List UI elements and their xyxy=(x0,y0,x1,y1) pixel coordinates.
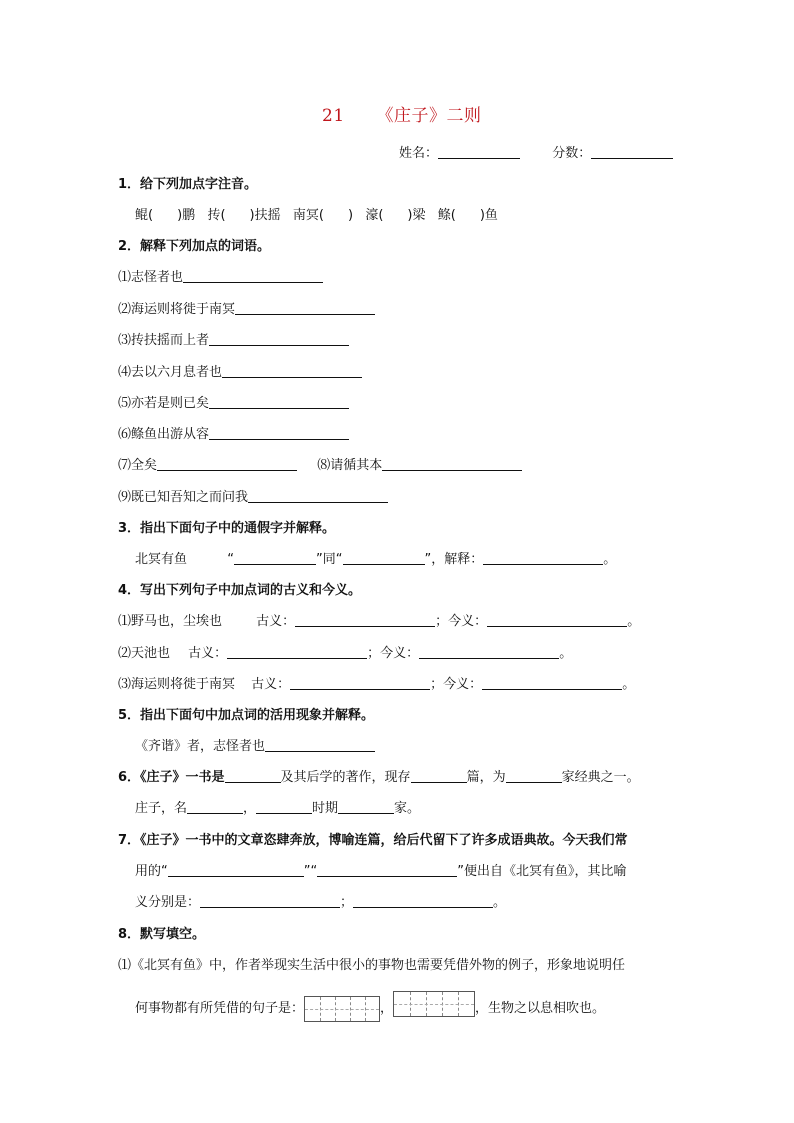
answer-blank[interactable] xyxy=(225,768,281,783)
answer-blank[interactable] xyxy=(343,550,425,565)
question-5-stem: 5．指出下面句中加点词的活用现象并解释。 xyxy=(118,708,375,723)
question-7-line-1 xyxy=(118,831,628,851)
answer-blank[interactable] xyxy=(168,862,304,877)
q4-item xyxy=(118,612,640,632)
gu-label: 古义： xyxy=(256,614,296,629)
item-text: ”便出自《北冥有鱼》，其比喻 xyxy=(457,864,627,879)
explain-label: ”，解释： xyxy=(424,552,484,567)
question-2-stem: 2．解释下列加点的词语。 xyxy=(118,239,271,254)
item-text: 家。 xyxy=(394,801,421,816)
answer-blank[interactable] xyxy=(317,862,457,877)
item-text: ⑴志怪者也 xyxy=(118,270,184,285)
answer-blank[interactable] xyxy=(209,331,349,346)
q4-item xyxy=(118,675,635,695)
title-number: 21 xyxy=(322,106,345,126)
question-7-line-3 xyxy=(135,893,506,913)
item-text: ⑶抟扶摇而上者 xyxy=(118,333,210,348)
writing-grid[interactable] xyxy=(393,991,475,1017)
answer-blank[interactable] xyxy=(200,893,340,908)
item-text: )梁 xyxy=(407,208,426,223)
answer-blank[interactable] xyxy=(265,737,375,752)
q5-line xyxy=(135,737,375,757)
answer-blank[interactable] xyxy=(248,488,388,503)
q2-item xyxy=(118,456,522,476)
q2-item xyxy=(118,425,349,445)
answer-blank[interactable] xyxy=(482,675,622,690)
item-text: ⑼既已知吾知之而问我 xyxy=(118,490,249,505)
q4-item xyxy=(118,644,572,664)
item-text: 及其后学的著作，现存 xyxy=(280,770,411,785)
item-text: 庄子，名 xyxy=(135,801,188,816)
item-text: ； xyxy=(340,895,354,910)
question-8-line-2 xyxy=(135,994,605,1024)
header-fields xyxy=(399,144,673,164)
quote-close: ”同“ xyxy=(316,552,343,567)
answer-blank[interactable] xyxy=(187,799,243,814)
question-3-stem: 3．指出下面句子中的通假字并解释。 xyxy=(118,521,336,536)
page-title xyxy=(322,106,481,126)
item-text: ⑹鲦鱼出游从容 xyxy=(118,427,210,442)
item-text: 何事物都有所凭借的句子是： xyxy=(135,1001,305,1016)
answer-blank[interactable] xyxy=(353,893,493,908)
q2-item xyxy=(118,300,375,320)
score-label: 分数： xyxy=(552,146,592,161)
answer-blank[interactable] xyxy=(157,456,297,471)
jin-label: ；今义： xyxy=(367,646,420,661)
jin-label: ；今义： xyxy=(430,677,483,692)
q2-item xyxy=(118,488,388,508)
answer-blank[interactable] xyxy=(290,675,430,690)
item-text: ，生物之以息相吹也。 xyxy=(475,1001,606,1016)
answer-blank[interactable] xyxy=(419,644,559,659)
item-text: 家经典之一。 xyxy=(561,770,640,785)
item-text: 抟( xyxy=(207,208,226,223)
answer-blank[interactable] xyxy=(234,550,316,565)
period: 。 xyxy=(622,677,636,692)
title-text: 《庄子》二则 xyxy=(376,106,482,126)
item-text: 7．《庄子》一书中的文章恣肆奔放，博喻连篇，给后代留下了许多成语典故。今天我们常 xyxy=(118,833,628,848)
item-text: ⑷去以六月息者也 xyxy=(118,365,223,380)
answer-blank[interactable] xyxy=(235,300,375,315)
q2-item xyxy=(118,394,349,414)
answer-blank[interactable] xyxy=(209,394,349,409)
answer-blank[interactable] xyxy=(209,425,349,440)
answer-blank[interactable] xyxy=(222,363,362,378)
item-text: 鲲( xyxy=(135,208,154,223)
item-text: 鲦( xyxy=(437,208,456,223)
item-text: 6．《庄子》一书是 xyxy=(118,770,225,785)
period: 。 xyxy=(627,614,641,629)
item-text: )鹏 xyxy=(177,208,196,223)
period: 。 xyxy=(603,552,617,567)
q2-item xyxy=(118,268,323,288)
score-blank[interactable] xyxy=(591,144,673,159)
answer-blank[interactable] xyxy=(256,799,312,814)
quote-open: “ xyxy=(227,552,235,567)
answer-blank[interactable] xyxy=(295,612,435,627)
item-text: ， xyxy=(243,801,257,816)
question-4-stem: 4．写出下列句子中加点词的古义和今义。 xyxy=(118,583,362,598)
question-8-line-1 xyxy=(118,956,625,976)
gu-label: 古义： xyxy=(251,677,291,692)
answer-blank[interactable] xyxy=(183,268,323,283)
item-text: ⑵海运则将徙于南冥 xyxy=(118,302,236,317)
item-text: ⑸亦若是则已矣 xyxy=(118,396,210,411)
item-text: 篇，为 xyxy=(466,770,506,785)
name-label: 姓名： xyxy=(399,146,439,161)
item-text: 《齐谐》者，志怪者也 xyxy=(135,739,266,754)
item-text: ) xyxy=(347,208,354,223)
item-text: 濠( xyxy=(365,208,384,223)
answer-blank[interactable] xyxy=(382,456,522,471)
question-1-items xyxy=(135,206,498,226)
item-text: ⑺全矣 xyxy=(118,458,158,473)
item-text: 南冥( xyxy=(292,208,324,223)
item-text: ⑵天池也 xyxy=(118,646,171,661)
item-text: )鱼 xyxy=(479,208,498,223)
answer-blank[interactable] xyxy=(411,768,467,783)
question-6-line-2 xyxy=(135,799,420,819)
writing-grid[interactable] xyxy=(304,996,380,1022)
item-text: 用的“ xyxy=(135,864,168,879)
answer-blank[interactable] xyxy=(506,768,562,783)
item-text: ⑴《北冥有鱼》中，作者举现实生活中很小的事物也需要凭借外物的例子，形象地说明任 xyxy=(118,958,626,973)
question-1-stem: 1．给下列加点字注音。 xyxy=(118,177,258,192)
gu-label: 古义： xyxy=(188,646,228,661)
q3-line xyxy=(135,550,616,570)
item-text: 义分别是： xyxy=(135,895,201,910)
question-7-line-2 xyxy=(135,862,626,882)
answer-blank[interactable] xyxy=(227,644,367,659)
item-text: ， xyxy=(380,1001,394,1016)
name-blank[interactable] xyxy=(438,144,520,159)
item-text: ⑻请循其本 xyxy=(317,458,383,473)
period: 。 xyxy=(559,646,573,661)
q2-item xyxy=(118,363,362,383)
item-text: 。 xyxy=(493,895,507,910)
item-text: )扶摇 xyxy=(249,208,281,223)
q2-item xyxy=(118,331,349,351)
answer-blank[interactable] xyxy=(483,550,603,565)
item-text: ⑴野马也，尘埃也 xyxy=(118,614,223,629)
item-text: ”“ xyxy=(303,864,318,879)
item-text: 时期 xyxy=(312,801,339,816)
jin-label: ；今义： xyxy=(435,614,488,629)
answer-blank[interactable] xyxy=(338,799,394,814)
question-6-line-1 xyxy=(118,768,640,788)
item-text: 北冥有鱼 xyxy=(135,552,188,567)
answer-blank[interactable] xyxy=(487,612,627,627)
question-8-stem: 8．默写填空。 xyxy=(118,927,206,942)
item-text: ⑶海运则将徙于南冥 xyxy=(118,677,236,692)
